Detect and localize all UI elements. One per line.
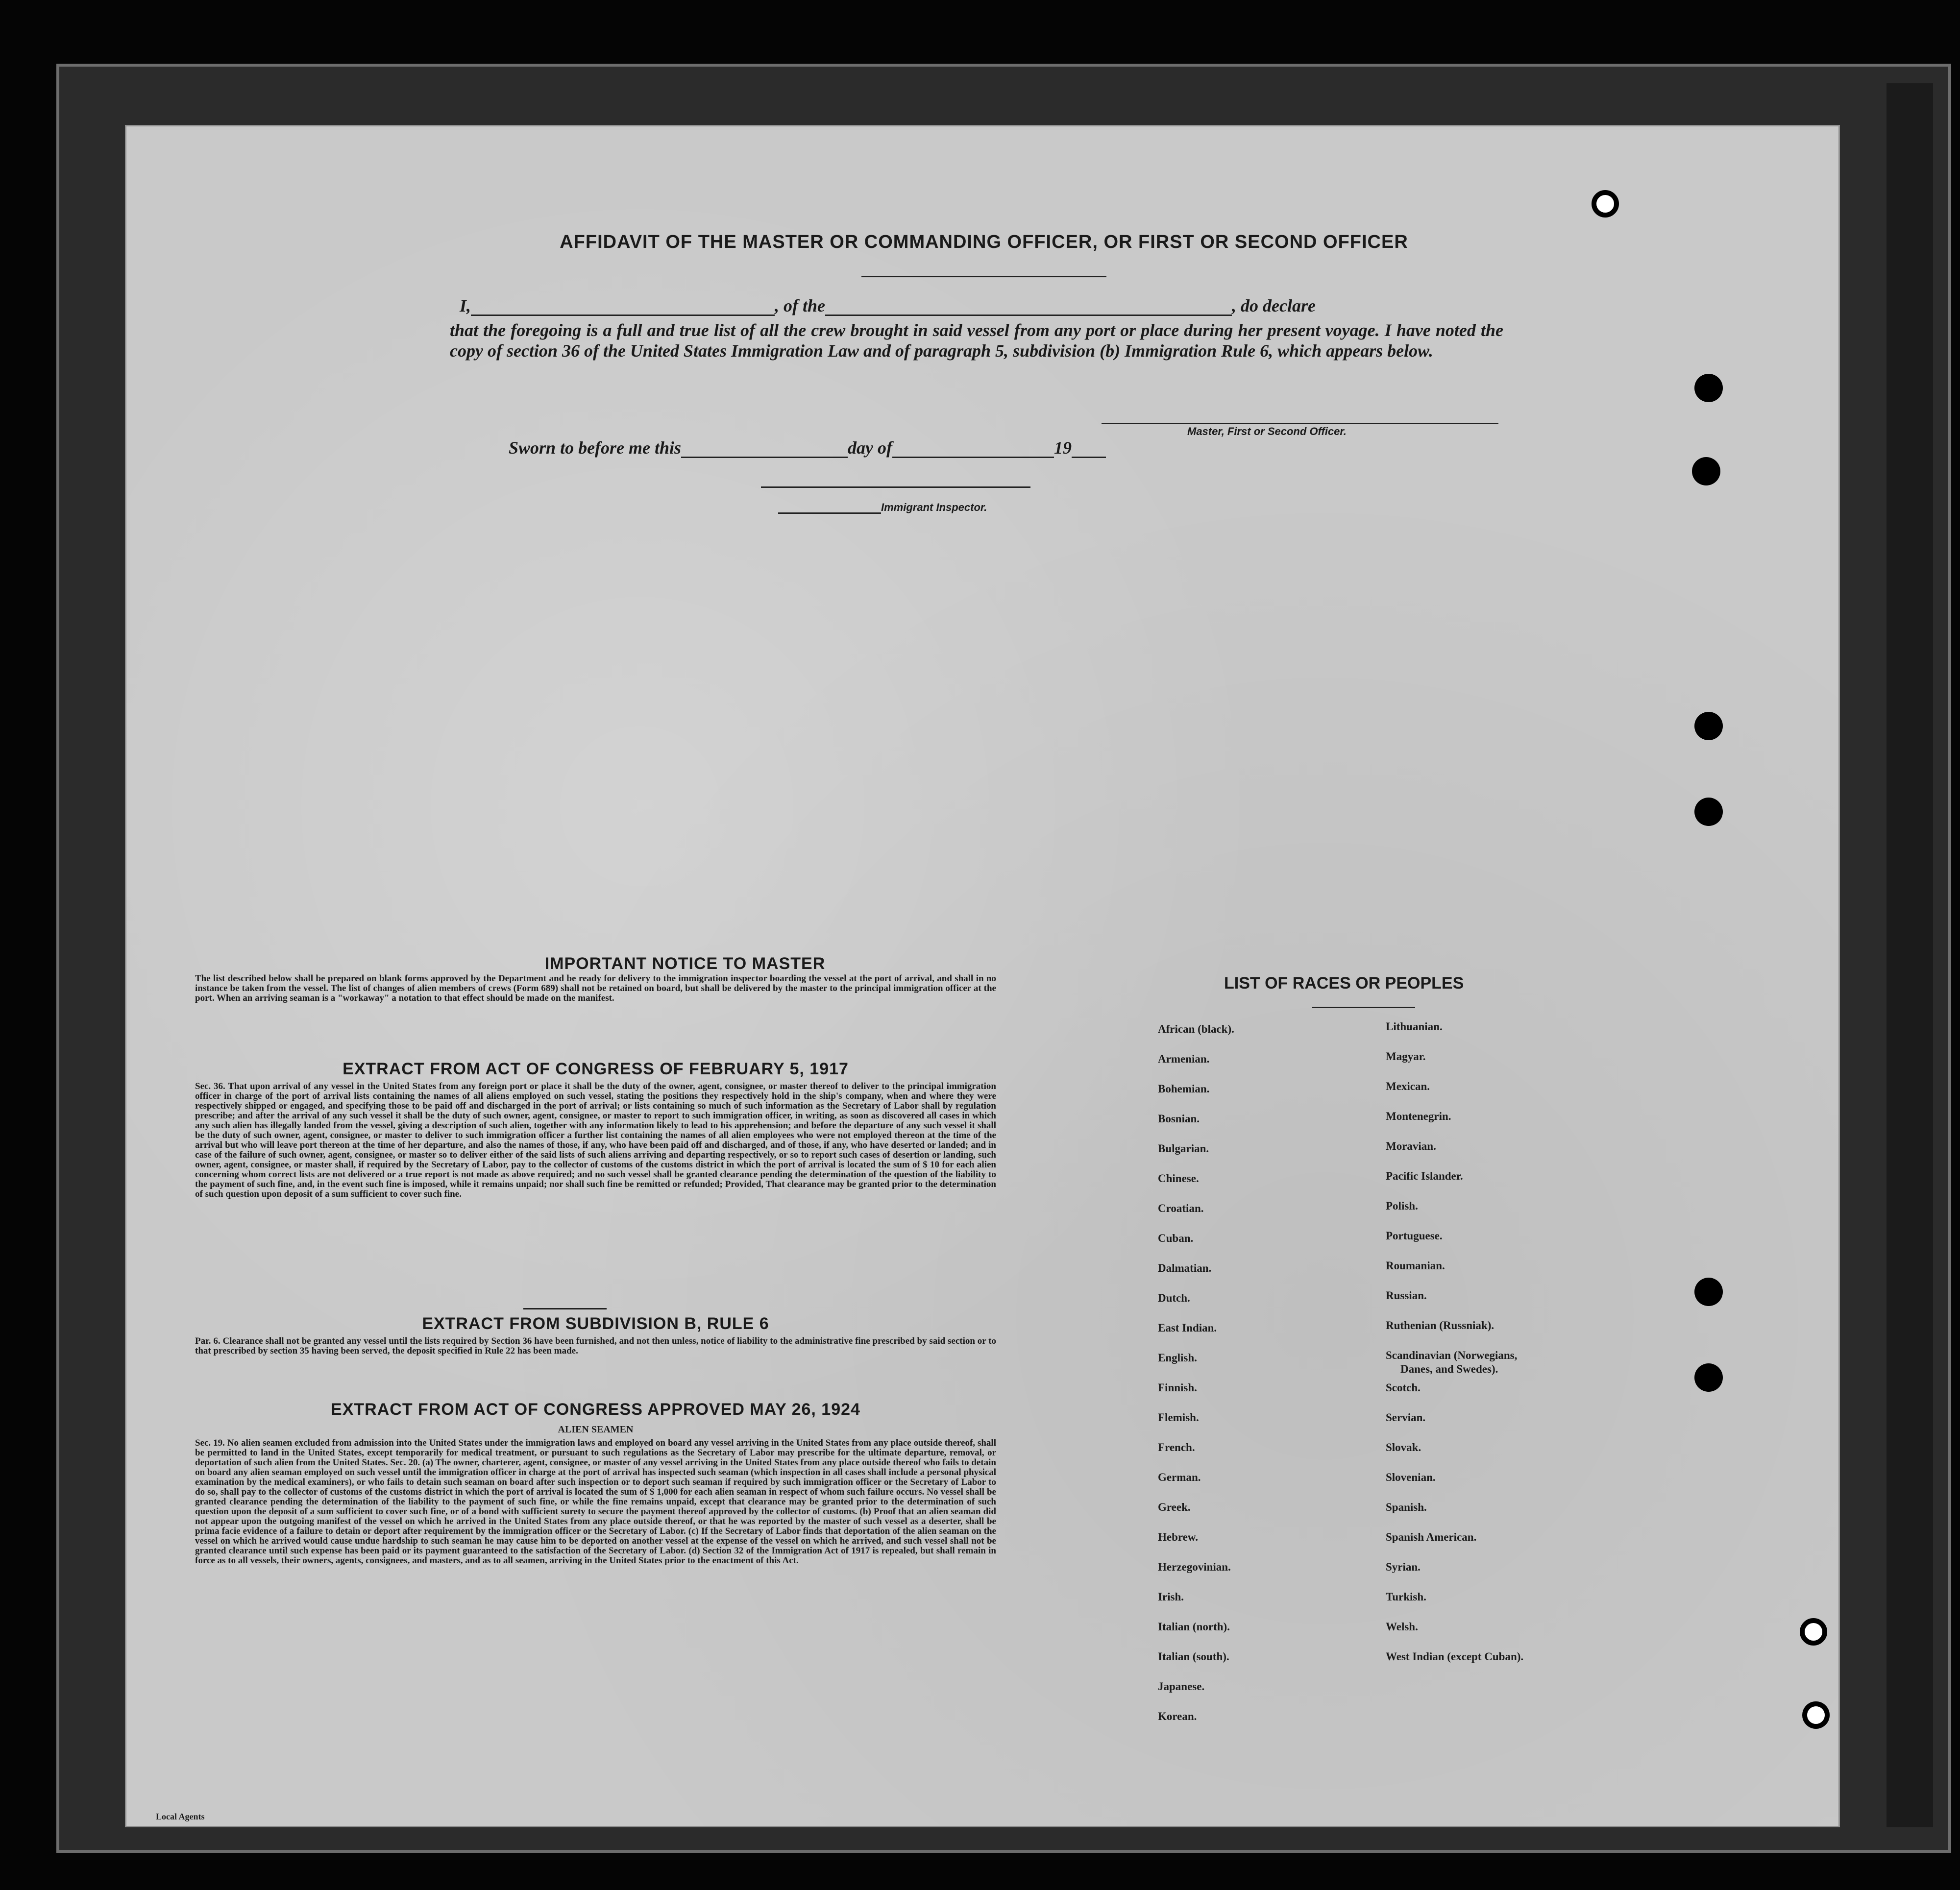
- divider: [1312, 1007, 1415, 1008]
- races-title: LIST OF RACES OR PEOPLES: [1224, 974, 1464, 993]
- sworn-label: Sworn to before me this: [509, 438, 682, 458]
- race-item: Armenian.: [1158, 1053, 1210, 1065]
- race-item: African (black).: [1158, 1023, 1234, 1035]
- punch-hole: [1694, 712, 1723, 740]
- race-item: Irish.: [1158, 1591, 1184, 1603]
- race-item: Korean.: [1158, 1710, 1197, 1722]
- form-page: [125, 125, 1840, 1827]
- race-item: West Indian (except Cuban).: [1386, 1650, 1524, 1663]
- race-item: Welsh.: [1386, 1621, 1418, 1633]
- race-item: Finnish.: [1158, 1381, 1197, 1394]
- affidavit-i-label: I,: [460, 296, 471, 315]
- race-item: Flemish.: [1158, 1411, 1199, 1424]
- inspector-blank: [778, 512, 881, 514]
- race-item: Bohemian.: [1158, 1083, 1210, 1095]
- signature-label: Master, First or Second Officer.: [1187, 425, 1347, 437]
- divider: [523, 1308, 607, 1309]
- race-item: Greek.: [1158, 1501, 1191, 1513]
- race-item: Servian.: [1386, 1411, 1426, 1424]
- race-item: Magyar.: [1386, 1050, 1426, 1063]
- sworn-date-blank: [681, 457, 848, 458]
- punch-hole: [1694, 1278, 1723, 1306]
- race-item: Mexican.: [1386, 1080, 1430, 1092]
- punch-hole: [1694, 374, 1723, 402]
- race-item: Cuban.: [1158, 1232, 1194, 1244]
- race-item: Italian (south).: [1158, 1650, 1229, 1663]
- day-of-label: day of: [848, 438, 893, 458]
- race-item: East Indian.: [1158, 1322, 1217, 1334]
- race-item: Spanish American.: [1386, 1531, 1477, 1543]
- month-blank: [892, 457, 1054, 458]
- affidavit-title: AFFIDAVIT OF THE MASTER OR COMMANDING OFFICER, OR FIRST OR SECOND OFFICER: [560, 232, 1408, 252]
- affidavit-statement: that the foregoing is a full and true list of all the crew brought in said vessel from any port or place during her present voyage. I have noted the copy of section 36 of the United States Immigration Law and of paragraph 5, subdivision (b) Immigration Rule 6, which appears below.: [450, 320, 1503, 361]
- local-agents-label: Local Agents: [156, 1812, 205, 1821]
- race-item: Dalmatian.: [1158, 1262, 1212, 1274]
- race-item: Japanese.: [1158, 1680, 1205, 1693]
- race-item: Spanish.: [1386, 1501, 1427, 1513]
- race-item: Chinese.: [1158, 1172, 1199, 1185]
- race-item: Portuguese.: [1386, 1230, 1443, 1242]
- inspector-label: Immigrant Inspector.: [881, 501, 987, 513]
- year-label: 19: [1054, 438, 1072, 458]
- punch-hole: [1692, 457, 1720, 485]
- race-item: Montenegrin.: [1386, 1110, 1451, 1122]
- race-item: Bosnian.: [1158, 1113, 1200, 1125]
- race-item: Danes, and Swedes).: [1400, 1363, 1498, 1375]
- rule-6-title: EXTRACT FROM SUBDIVISION B, RULE 6: [422, 1314, 769, 1333]
- inspector-signature-line: [761, 486, 1030, 488]
- race-item: Dutch.: [1158, 1292, 1190, 1304]
- race-item: Turkish.: [1386, 1591, 1426, 1603]
- punch-hole: [1694, 1363, 1723, 1392]
- race-item: Scandinavian (Norwegians,: [1386, 1349, 1518, 1361]
- binder-edge: [1886, 83, 1933, 1827]
- race-item: Hebrew.: [1158, 1531, 1198, 1543]
- signature-line: [1102, 423, 1498, 424]
- race-item: Russian.: [1386, 1289, 1427, 1302]
- race-item: Scotch.: [1386, 1381, 1421, 1394]
- race-item: Croatian.: [1158, 1202, 1204, 1214]
- rule-6-text: Par. 6. Clearance shall not be granted any vessel until the lists required by Section 36 have been furnished, and not then unless, notice of liability to the administrative fine prescribed by said section or to that prescribed by section 35 having been served, the deposit specified in Rule 22 has been made.: [195, 1336, 996, 1356]
- vessel-blank: [825, 315, 1232, 316]
- race-item: Italian (north).: [1158, 1621, 1230, 1633]
- punch-hole-ring: [1592, 190, 1619, 218]
- race-item: French.: [1158, 1441, 1195, 1454]
- race-item: English.: [1158, 1352, 1197, 1364]
- affidavit-declare-label: , do declare: [1232, 296, 1316, 315]
- sworn-line: [509, 437, 1106, 458]
- punch-hole-ring: [1802, 1701, 1830, 1729]
- punch-hole-ring: [1800, 1618, 1827, 1646]
- race-item: Slovak.: [1386, 1441, 1421, 1454]
- race-item: Roumanian.: [1386, 1260, 1445, 1272]
- extract-1917-text: Sec. 36. That upon arrival of any vessel in the United States from any foreign port or place it shall be the duty of the owner, agent, consignee, or master thereof to deliver to the principal immigration officer in charge of the port of arrival lists containing the names of all aliens employed on such vessel, stating the positions they respectively hold in the ship's company, when and where they were respectively shipped or engaged, and specifying those to be paid off and discharged in the port of arrival; or lists containing so much of such information as the Secretary of Labor shall by regulation prescribe; and after the arrival of any such vessel it shall be the duty of such owner, agent, consignee, or master to report to such immigration officer, in writing, as soon as discovered all cases in which any such alien has illegally landed from the vessel, giving a description of such alien, together with any information likely to lead to his apprehension; and before the departure of any such vessel it shall be the duty of such owner, agent, consignee, or master to deliver to such immigration officer a further list containing the names of all alien employees who were not employed thereon at the time of the arrival but who will leave port thereon at the time of her departure, and also the names of those, if any, who have been paid off and discharged, and of those, if any, who have deserted or landed; and in case of the failure of such owner, agent, consignee, or master so to deliver either of the said lists of such aliens arriving and departing respectively, or so to report such cases of desertion or landing, such owner, agent, consignee, or master shall, if required by the Secretary of Labor, pay to the collector of customs of the customs district in which the port of arrival is located the sum of $ 10 for each alien concerning whom correct lists are not delivered or a true report is not made as above required; and no such vessel shall be granted clearance pending the determination of the question of the liability to the payment of such fine, and, in the event such fine is imposed, while it remains unpaid; nor shall such fine be remitted or refunded; Provided, That clearance may be granted prior to the determination of such question upon deposit of a sum sufficient to cover such fine.: [195, 1081, 996, 1199]
- race-item: Moravian.: [1386, 1140, 1436, 1152]
- notice-title: IMPORTANT NOTICE TO MASTER: [544, 954, 826, 973]
- race-item: Ruthenian (Russniak).: [1386, 1319, 1494, 1332]
- name-blank: [471, 315, 775, 316]
- race-item: Slovenian.: [1386, 1471, 1436, 1483]
- extract-1917-title: EXTRACT FROM ACT OF CONGRESS OF FEBRUARY 5, 1917: [343, 1060, 849, 1078]
- race-item: Pacific Islander.: [1386, 1170, 1463, 1182]
- race-item: Polish.: [1386, 1200, 1418, 1212]
- extract-1924-subtitle: ALIEN SEAMEN: [558, 1424, 634, 1435]
- extract-1924-title: EXTRACT FROM ACT OF CONGRESS APPROVED MAY 26, 1924: [331, 1400, 860, 1419]
- race-item: German.: [1158, 1471, 1201, 1483]
- punch-hole: [1694, 798, 1723, 826]
- year-blank: [1072, 457, 1106, 458]
- affidavit-of-the-label: , of the: [775, 296, 826, 315]
- extract-1924-text: Sec. 19. No alien seamen excluded from admission into the United States under the immigration laws and employed on board any vessel arriving in the United States from any place outside thereof, shall be permitted to land in the United States, except temporarily for medical treatment, or pursuant to such regulations as the Secretary of Labor may prescribe for the ultimate departure, removal, or deportation of such alien from the United States. Sec. 20. (a) The owner, charterer, agent, consignee, or master of any vessel arriving in the United States from any place outside thereof who fails to detain on board any alien seaman employed on such vessel until the immigration officer in charge at the port of arrival has inspected such seaman (which inspection in all cases shall include a personal physical examination by the medical examiners), or who fails to detain such seaman on board after such inspection or to deport such seaman if required by such immigration officer or the Secretary of Labor to do so, shall pay to the collector of customs of the customs district in which the port of arrival is located the sum of $ 1,000 for each alien seaman in respect of whom such failure occurs. No vessel shall be granted clearance pending the determination of the liability to the payment of such fine, or while the fine remains unpaid, except that clearance may be granted prior to the determination of such question upon the deposit of a sum sufficient to cover such fine, or of a bond with sufficient surety to secure the payment thereof approved by the collector of customs. (b) Proof that an alien seaman did not appear upon the outgoing manifest of the vessel on which he arrived in the United States from any place outside thereof, or that he was reported by the master of such vessel as a deserter, shall be prima facie evidence of a failure to detain or deport after requirement by the immigration officer or the Secretary of Labor. (c) If the Secretary of Labor finds that deportation of the alien seaman on the vessel on which he arrived would cause undue hardship to such seaman he may cause him to be deported on another vessel at the expense of the vessel on which he arrived, and such vessel shall not be granted clearance until such expense has been paid or its payment guaranteed to the satisfaction of the Secretary of Labor. (d) Section 32 of the Immigration Act of 1917 is repealed, but shall remain in force as to all vessels, their owners, agents, consignees, and masters, and as to all seamen, arriving in the United States prior to the enactment of this Act.: [195, 1438, 996, 1566]
- notice-text: The list described below shall be prepared on blank forms approved by the Department and be ready for delivery to the immigration inspector boarding the vessel at the port of arrival, and shall in no instance be taken from the vessel. The list of changes of alien members of crews (Form 689) shall not be retained on board, but shall be delivered by the master to the principal immigration officer at the port. When an arriving seaman is a "workaway" a notation to that effect should be made on the manifest.: [195, 973, 996, 1003]
- race-item: Syrian.: [1386, 1561, 1421, 1573]
- race-item: Bulgarian.: [1158, 1142, 1209, 1155]
- affidavit-first-line: [460, 295, 1316, 316]
- race-item: Lithuanian.: [1386, 1020, 1443, 1033]
- race-item: Herzegovinian.: [1158, 1561, 1231, 1573]
- divider: [861, 276, 1106, 277]
- inspector-label-line: [778, 501, 987, 514]
